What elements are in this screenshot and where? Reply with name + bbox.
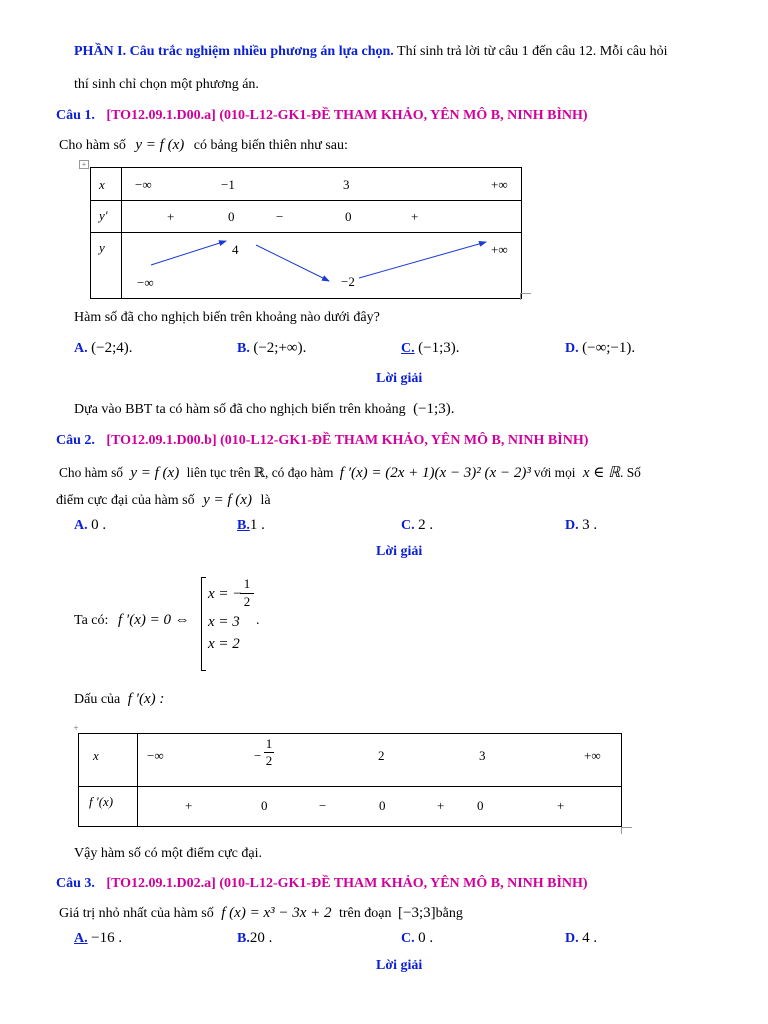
question-1-text: Hàm số đã cho nghịch biến trên khoảng nào dưới đây? — [74, 310, 380, 325]
option-label: A. — [74, 931, 88, 946]
option-label: C. — [401, 341, 415, 356]
table-corner-icon — [520, 293, 531, 300]
q1-sign: 0 — [345, 209, 352, 224]
question-3-header — [56, 876, 588, 892]
option-value: 20 . — [249, 930, 273, 946]
option-label: D. — [565, 518, 579, 533]
part-instructions: Thí sinh trả lời từ câu 1 đến câu 12. Mỗi câu hỏi — [393, 44, 668, 59]
q2-sign: + — [437, 798, 445, 813]
part-header — [74, 44, 667, 60]
option-value: (−1;3). — [418, 340, 460, 356]
option-label: C. — [401, 518, 415, 533]
q1-x-value: +∞ — [491, 177, 508, 192]
part-instructions-line2: thí sinh chỉ chọn một phương án. — [74, 77, 259, 92]
q1-option-b[interactable] — [237, 340, 306, 357]
q2-option-c[interactable] — [401, 517, 433, 534]
q1-variation-arrows — [91, 168, 521, 298]
question-3-code: [TO12.09.1.D02.a] (010-L12-GK1-ĐỀ THAM KHẢO, YÊN MÔ B, NINH BÌNH) — [106, 876, 588, 891]
q2-real-set: ℝ — [253, 465, 266, 480]
sign-title-fn: f ′(x) : — [127, 691, 165, 707]
q2-option-a[interactable] — [74, 517, 106, 534]
q1-solution-interval: (−1;3). — [413, 401, 455, 417]
q2-x-value: 2 — [378, 748, 385, 763]
q2-solution-title: Lời giải — [376, 544, 423, 559]
q3-option-c[interactable] — [401, 930, 433, 947]
q1-sign: + — [411, 209, 419, 224]
q2-sign: 0 — [261, 798, 268, 813]
question-1-intro-text: Cho hàm số — [59, 138, 126, 153]
q2-sign: 0 — [379, 798, 386, 813]
q3-function: f (x) = x³ − 3x + 2 — [221, 905, 332, 921]
root-prefix: x = − — [208, 586, 243, 602]
question-1-label: Câu 1. — [56, 108, 95, 123]
q1-solution-title: Lời giải — [376, 371, 423, 386]
q2-option-d[interactable] — [565, 517, 597, 534]
option-value: 1 . — [249, 517, 265, 533]
equation-bracket — [201, 577, 206, 671]
question-1-header — [56, 108, 588, 124]
q3-interval: [−3;3] — [397, 905, 436, 921]
q2-sign-table — [78, 733, 622, 827]
q1-row-x-label: x — [99, 177, 105, 192]
q1-option-a[interactable] — [74, 340, 133, 357]
question-3-label: Câu 3. — [56, 876, 95, 891]
q3-option-d[interactable] — [565, 930, 597, 947]
q2-fraction — [240, 576, 254, 610]
option-label: A. — [74, 518, 88, 533]
question-3-line — [59, 905, 463, 922]
q2-equation: f ′(x) = 0 ⇔ — [118, 612, 190, 628]
q2-sign: + — [557, 798, 565, 813]
q2-condition: x ∈ ℝ — [582, 465, 621, 481]
table-anchor-icon: + — [73, 723, 79, 733]
option-label: A. — [74, 341, 88, 356]
q1-y-value: −∞ — [137, 275, 154, 290]
q2-x-value: +∞ — [584, 748, 601, 763]
part-title: PHẦN I. Câu trắc nghiệm nhiều phương án lựa chọn. — [74, 44, 394, 59]
arrow-up-2 — [359, 242, 486, 278]
q2-text: , có đạo hàm — [265, 465, 334, 480]
q2-root-1 — [208, 586, 242, 603]
q1-sign: − — [276, 209, 284, 224]
q1-option-c[interactable] — [401, 340, 460, 357]
q2-row-x-label: x — [93, 748, 99, 763]
q2-function: y = f (x) — [203, 492, 252, 508]
q1-sign: + — [167, 209, 175, 224]
q2-sign: − — [319, 798, 327, 813]
question-1-intro-text-2: có bảng biến thiên như sau: — [193, 138, 348, 153]
q1-y-value: 4 — [232, 242, 239, 257]
q2-function: y = f (x) — [130, 465, 180, 481]
q2-sign-title — [74, 691, 164, 708]
table-anchor-icon: + — [79, 160, 89, 169]
q1-x-value: 3 — [343, 177, 350, 192]
q2-derivative: f ′(x) = (2x + 1)(x − 3)² (x − 2)³ — [339, 465, 531, 481]
q2-x-fraction — [264, 736, 274, 769]
arrow-up-1 — [151, 241, 226, 265]
q2-text: liên tục trên — [186, 465, 251, 480]
arrow-down — [256, 245, 329, 281]
fraction-numerator: 1 — [243, 576, 251, 591]
option-value: (−2;+∞). — [253, 340, 307, 356]
option-label: C. — [401, 931, 415, 946]
q2-text: với mọi — [533, 465, 576, 480]
question-2-label: Câu 2. — [56, 433, 95, 448]
q1-solution — [74, 401, 454, 418]
q2-x-value: 3 — [479, 748, 486, 763]
q1-solution-text: Dựa vào BBT ta có hàm số đã cho nghịch biến trên khoảng — [74, 402, 406, 417]
q2-text: . Số — [620, 465, 641, 480]
option-label: B. — [237, 341, 250, 356]
question-1-intro — [59, 137, 348, 154]
question-2-line2 — [56, 492, 271, 509]
table-corner-icon — [621, 827, 632, 834]
sign-title-text: Dấu của — [74, 692, 121, 707]
q2-root-3: x = 2 — [208, 636, 240, 652]
q2-x-minus: − — [254, 748, 262, 763]
q2-sign: 0 — [477, 798, 484, 813]
q2-sign: + — [185, 798, 193, 813]
q2-row-fp-label: f ′(x) — [89, 794, 114, 809]
q2-text: Cho hàm số — [59, 465, 123, 480]
q1-y-value: +∞ — [491, 242, 508, 257]
q2-eq-period: . — [256, 613, 260, 628]
fraction-denominator: 2 — [240, 593, 254, 610]
option-label: D. — [565, 341, 579, 356]
q1-option-d[interactable] — [565, 340, 635, 357]
fraction-denominator: 2 — [265, 753, 273, 768]
q2-root-2: x = 3 — [208, 614, 240, 630]
q1-x-value: −1 — [221, 177, 235, 192]
q3-option-a[interactable] — [74, 930, 122, 947]
q2-x-value: −∞ — [147, 748, 164, 763]
question-1-code: [TO12.09.1.D00.a] (010-L12-GK1-ĐỀ THAM KHẢO, YÊN MÔ B, NINH BÌNH) — [106, 108, 588, 123]
option-value: 3 . — [582, 517, 598, 533]
q2-text: là — [260, 493, 271, 508]
q1-sign: 0 — [228, 209, 235, 224]
option-value: 4 . — [582, 930, 598, 946]
q3-text: bằng — [435, 906, 463, 921]
q1-row-y-label: y — [99, 240, 105, 255]
q2-conclusion: Vậy hàm số có một điểm cực đại. — [74, 846, 262, 861]
q1-y-value: −2 — [341, 274, 355, 289]
q3-text: trên đoạn — [339, 906, 392, 921]
question-2-code: [TO12.09.1.D00.b] (010-L12-GK1-ĐỀ THAM KHẢO, YÊN MÔ B, NINH BÌNH) — [106, 433, 589, 448]
fraction-numerator: 1 — [265, 736, 273, 751]
q2-taco: Ta có: — [74, 613, 109, 628]
option-value: −16 . — [91, 930, 123, 946]
option-value: (−∞;−1). — [582, 340, 636, 356]
q2-text: điểm cực đại của hàm số — [56, 493, 195, 508]
question-1-function: y = f (x) — [135, 137, 185, 153]
option-value: 0 . — [91, 517, 107, 533]
option-label: B. — [237, 931, 250, 946]
option-value: 2 . — [418, 517, 434, 533]
question-2-line1 — [59, 463, 641, 482]
q3-option-b[interactable] — [237, 930, 272, 947]
q3-text: Giá trị nhỏ nhất của hàm số — [59, 906, 214, 921]
option-value: 0 . — [418, 930, 434, 946]
option-value: (−2;4). — [91, 340, 133, 356]
option-label: B. — [237, 518, 250, 533]
option-label: D. — [565, 931, 579, 946]
q1-x-value: −∞ — [135, 177, 152, 192]
q3-solution-title: Lời giải — [376, 958, 423, 973]
question-2-header — [56, 433, 588, 449]
q1-variation-table — [90, 167, 522, 299]
q2-option-b[interactable] — [237, 517, 265, 534]
q1-row-dy-label: y′ — [99, 208, 108, 223]
